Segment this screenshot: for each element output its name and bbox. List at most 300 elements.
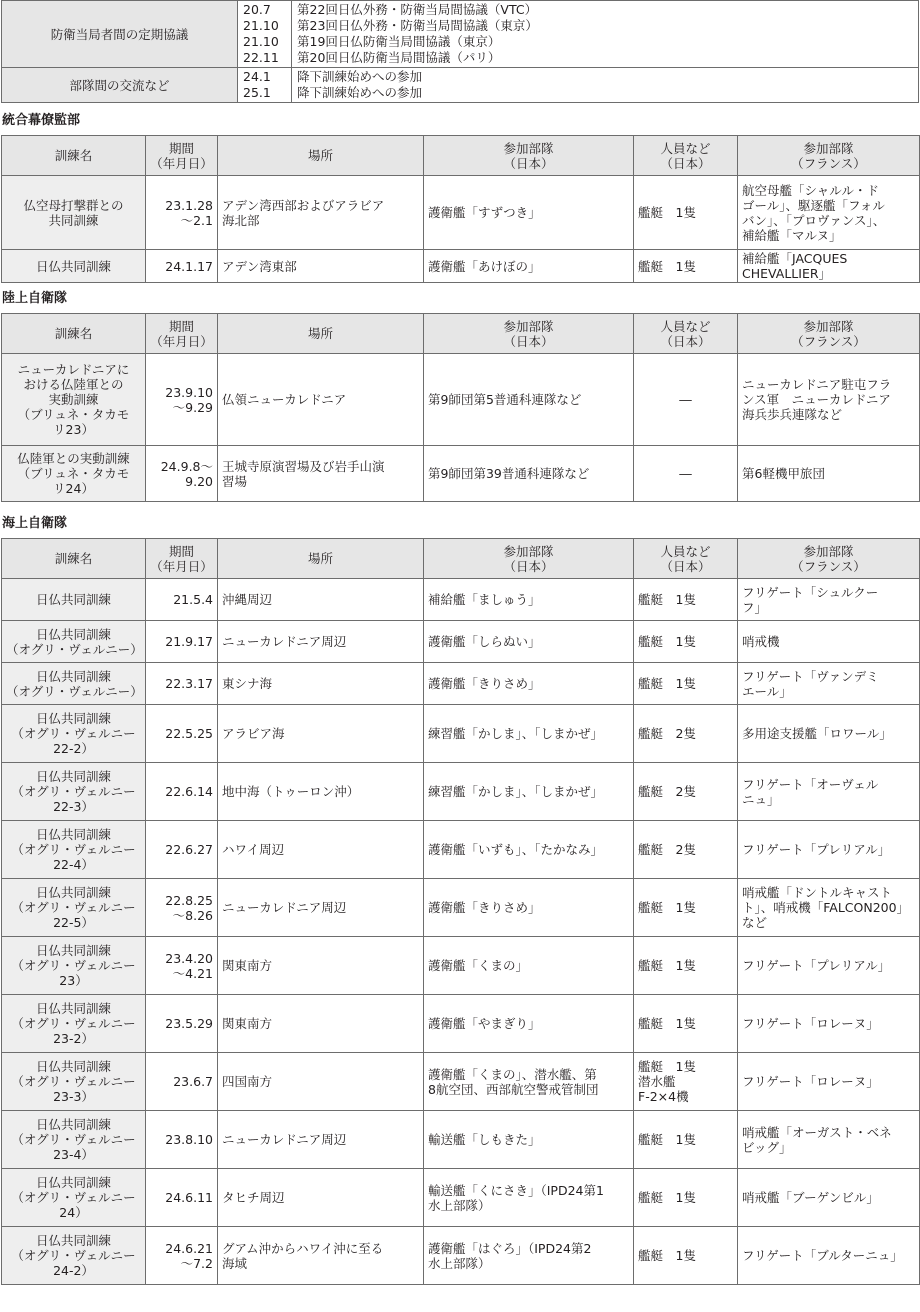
text-line: ～2.1 (180, 212, 213, 228)
text-line: （日本） (503, 558, 554, 574)
cell-place (218, 879, 424, 937)
text-line: 21.10 (243, 18, 279, 33)
section-title: 海上自衛隊 (2, 516, 68, 531)
text-line: ハワイ周辺 (222, 842, 285, 857)
cell-unit_jp (424, 621, 634, 663)
text-line: 第9師団第39普通科連隊など (428, 466, 590, 481)
text-line: フリゲート「シュルクー (742, 584, 879, 600)
column-header-personnel (634, 539, 738, 579)
cell-place (218, 1111, 424, 1169)
text-line: 関東南方 (222, 958, 273, 973)
text-line: 哨戒艦「ドントルキャスト (742, 885, 893, 900)
text-line: 第6軽機甲旅団 (742, 466, 825, 481)
text-line: 護衛艦「きりさめ」 (428, 900, 541, 915)
text-line: フリゲート「オーヴェル (742, 776, 879, 792)
column-header-personnel (634, 314, 738, 354)
cell-period (146, 176, 218, 250)
text-line: （フランス） (791, 155, 866, 171)
text-line: 艦艇 2隻 (638, 726, 696, 741)
cell-unit_fr (738, 250, 920, 283)
text-line: 潜水艦 (638, 1074, 676, 1089)
cell-personnel (634, 763, 738, 821)
cell-personnel (634, 446, 738, 502)
cell-name (2, 1053, 146, 1111)
cell-place (218, 763, 424, 821)
cell-name (2, 446, 146, 502)
text-line: （ブリュネ・タカモ (17, 466, 130, 481)
cell-personnel (634, 705, 738, 763)
section-title: 統合幕僚監部 (2, 113, 81, 128)
column-header-name: 訓練名 (2, 539, 146, 579)
text-line: ニューカレドニア周辺 (222, 900, 347, 915)
text-line: F-2×4機 (638, 1089, 689, 1104)
text-line: 哨戒艦「オーガスト・ベネ (742, 1124, 892, 1140)
text-line: アデン湾東部 (222, 258, 297, 274)
cell-place (218, 1169, 424, 1227)
cell-unit_jp (424, 937, 634, 995)
text-line: リ23） (53, 422, 94, 437)
cell-unit_fr (738, 176, 920, 250)
cell-place (218, 176, 424, 250)
text-line: 参加部隊 (803, 318, 854, 334)
text-line: 22.3.17 (165, 676, 213, 691)
text-line: 護衛艦「しらぬい」 (428, 634, 541, 649)
text-line: 第22回日仏外務・防衛当局間協議（VTC） (297, 2, 538, 17)
cell-name (2, 354, 146, 446)
table-row (2, 1227, 920, 1285)
text-line: 日仏共同訓練 (35, 943, 111, 958)
text-line: 8航空団、西部航空警戒管制団 (428, 1081, 599, 1097)
category-label: 部隊間の交流など (2, 68, 238, 103)
text-line: 参加部隊 (503, 318, 554, 334)
text-line: 共同訓練 (48, 212, 99, 228)
cell-period (146, 446, 218, 502)
text-line: 四国南方 (222, 1074, 273, 1089)
cell-period (146, 821, 218, 879)
text-line: 参加部隊 (803, 543, 854, 559)
text-line: 哨戒艦「ブーゲンビル」 (742, 1190, 879, 1205)
text-line: 日仏共同訓練 (35, 1175, 111, 1190)
text-line: フリゲート「ロレーヌ」 (742, 1016, 879, 1031)
cell-unit_jp (424, 821, 634, 879)
text-line: （オグリ・ヴェルニー (11, 900, 136, 915)
text-line: 24.1.17 (165, 258, 213, 274)
table-row (2, 937, 920, 995)
text-line: 海北部 (222, 212, 260, 228)
text-line: 練習艦「かしま」、「しまかぜ」 (428, 784, 604, 799)
cell-period (146, 663, 218, 705)
text-line: 25.1 (243, 85, 271, 100)
cell-place (218, 663, 424, 705)
text-line: （ブリュネ・タカモ (17, 407, 130, 422)
text-line: など (742, 915, 768, 930)
cell-place (218, 579, 424, 621)
text-line: 期間 (168, 543, 194, 559)
training-table (1, 135, 920, 283)
text-line: 東シナ海 (222, 676, 273, 691)
cell-name (2, 821, 146, 879)
text-line: 24-2） (53, 1263, 94, 1278)
text-line: （オグリ・ヴェルニー） (6, 641, 143, 657)
cell-unit_jp (424, 1227, 634, 1285)
text-line: 艦艇 1隻 (638, 1059, 696, 1074)
table-row (2, 821, 920, 879)
text-line: 地中海（トゥーロン沖） (222, 784, 360, 799)
text-line: 22.5.25 (165, 726, 213, 741)
cell-personnel (634, 995, 738, 1053)
text-line: 21.5.4 (173, 592, 213, 607)
cell-period (146, 1169, 218, 1227)
cell-personnel (634, 1111, 738, 1169)
cell-place (218, 821, 424, 879)
text-line: 21.10 (243, 34, 279, 49)
text-line: フ」 (742, 599, 768, 615)
text-line: 期間 (168, 140, 194, 156)
cell-unit_fr (738, 354, 920, 446)
text-line: 24.6.11 (165, 1190, 213, 1205)
column-header-place: 場所 (218, 136, 424, 176)
cell-period (146, 579, 218, 621)
text-line: （日本） (503, 155, 554, 171)
cell-period (146, 1111, 218, 1169)
text-line: 艦艇 2隻 (638, 784, 696, 799)
table-row (2, 176, 920, 250)
text-line: 人員など (660, 543, 711, 559)
text-line: 仏陸軍との実動訓練 (17, 451, 130, 466)
text-line: （フランス） (791, 333, 866, 349)
text-line: （日本） (660, 558, 711, 574)
text-line: 日仏共同訓練 (35, 827, 111, 842)
top-table-row (2, 1, 919, 68)
text-line: 日仏共同訓練 (35, 711, 111, 726)
text-line: 日仏共同訓練 (35, 626, 111, 642)
header-row (2, 314, 920, 354)
text-line: 航空母艦「シャルル・ド (742, 182, 879, 198)
cell-unit_jp (424, 1111, 634, 1169)
text-line: 23.5.29 (165, 1016, 213, 1031)
text-line: ンス軍 ニューカレドニア (742, 392, 891, 407)
cell-name (2, 879, 146, 937)
text-line: 23-2） (53, 1031, 94, 1046)
cell-place (218, 995, 424, 1053)
text-line: （オグリ・ヴェルニー (11, 1074, 136, 1089)
cell-unit_fr (738, 705, 920, 763)
text-line: 補給艦「JACQUES CHEVALLIER」 (742, 251, 848, 281)
text-line: 24） (59, 1205, 88, 1220)
text-line: ニューカレドニア周辺 (222, 1132, 347, 1147)
column-header-unit_fr (738, 314, 920, 354)
sections-container (1, 113, 919, 1285)
text-line: ～9.29 (172, 399, 213, 415)
top-table-row (2, 68, 919, 103)
text-line: 22-2） (53, 741, 94, 756)
text-line: 参加部隊 (803, 140, 854, 156)
text-line: 補給艦「ましゅう」 (428, 592, 541, 607)
table-row (2, 579, 920, 621)
text-line: 23-3） (53, 1089, 94, 1104)
text-line: 沖縄周辺 (222, 592, 273, 607)
cell-unit_jp (424, 176, 634, 250)
text-line: （日本） (660, 333, 711, 349)
cell-unit_jp (424, 995, 634, 1053)
text-line: 艦艇 1隻 (638, 900, 696, 915)
cell-unit_fr (738, 663, 920, 705)
table-row (2, 1111, 920, 1169)
cell-period (146, 354, 218, 446)
text-line: 23-4） (53, 1147, 94, 1162)
text-line: フリゲート「ヴァンデミ (742, 668, 879, 684)
text-line: 日仏共同訓練 (35, 1001, 111, 1016)
text-line: 艦艇 1隻 (638, 205, 696, 220)
text-line: フリゲート「プレリアル」 (742, 958, 891, 973)
text-line: 護衛艦「やまぎり」 (428, 1016, 541, 1031)
text-line: 23.9.10 (165, 384, 213, 400)
text-line: （年月日） (150, 155, 213, 171)
cell-unit_fr (738, 1053, 920, 1111)
cell-unit_jp (424, 879, 634, 937)
text-line: グアム沖からハワイ沖に至る (222, 1240, 384, 1256)
cell-unit_fr (738, 1111, 920, 1169)
text-line: アラビア海 (222, 726, 285, 741)
cell-period (146, 995, 218, 1053)
cell-name (2, 176, 146, 250)
text-line: 第9師団第5普通科連隊など (428, 392, 582, 407)
cell-unit_jp (424, 663, 634, 705)
cell-period (146, 250, 218, 283)
text-line: アデン湾西部およびアラビア (222, 197, 385, 213)
text-line: （日本） (503, 333, 554, 349)
column-header-name: 訓練名 (2, 314, 146, 354)
text-line: 人員など (660, 140, 711, 156)
text-line: 艦艇 1隻 (638, 1016, 696, 1031)
cell-period (146, 1227, 218, 1285)
cell-unit_jp (424, 763, 634, 821)
text-line: エール」 (742, 683, 792, 699)
cell-unit_jp (424, 354, 634, 446)
text-line: 24.1 (243, 69, 271, 84)
text-line: 22.6.27 (165, 842, 213, 857)
cell-place (218, 354, 424, 446)
text-line: 護衛艦「いずも」、「たかなみ」 (428, 842, 604, 857)
table-row (2, 705, 920, 763)
text-line: 水上部隊） (428, 1255, 491, 1271)
text-line: 補給艦「マルヌ」 (742, 227, 842, 243)
cell-unit_fr (738, 995, 920, 1053)
cell-personnel (634, 176, 738, 250)
cell-name (2, 579, 146, 621)
column-header-place: 場所 (218, 314, 424, 354)
category-label: 防衛当局者間の定期協議 (2, 1, 238, 68)
text-line: 仏領ニューカレドニア (222, 392, 347, 407)
cell-name (2, 250, 146, 283)
text-line: ニューカレドニア周辺 (222, 634, 347, 649)
text-line: 降下訓練始めへの参加 (297, 85, 423, 100)
text-line: 艦艇 1隻 (638, 258, 696, 274)
text-line: 護衛艦「はぐろ」（IPD24第2 (428, 1240, 592, 1256)
text-line: 20.7 (243, 2, 271, 17)
text-line: 日仏共同訓練 (35, 1233, 111, 1248)
cell-unit_fr (738, 1227, 920, 1285)
text-line: 護衛艦「くまの」、潜水艦、第 (428, 1066, 597, 1082)
cell-unit_jp (424, 579, 634, 621)
cell-name (2, 663, 146, 705)
cell-unit_jp (424, 446, 634, 502)
cell-name (2, 621, 146, 663)
text-line: 日仏共同訓練 (35, 592, 111, 607)
cell-unit_jp (424, 250, 634, 283)
text-line: 多用途支援艦「ロワール」 (742, 726, 892, 741)
text-line: 哨戒機 (742, 634, 780, 649)
text-line: 日仏共同訓練 (35, 885, 111, 900)
table-row (2, 663, 920, 705)
text-line: 23） (59, 973, 88, 988)
text-line: バン」、「プロヴァンス」、 (742, 212, 886, 228)
cell-period (146, 1053, 218, 1111)
text-line: 第19回日仏防衛当局間協議（東京） (297, 34, 501, 49)
cell-name (2, 763, 146, 821)
text-line: 22.8.25 (165, 892, 213, 908)
text-line: フリゲート「プレリアル」 (742, 842, 891, 857)
text-line: 習場 (222, 473, 248, 489)
table-row (2, 1169, 920, 1227)
cell-period (146, 937, 218, 995)
text-line: 24.9.8～ (160, 458, 213, 474)
text-line: 9.20 (185, 473, 213, 489)
text-line: 日仏共同訓練 (35, 258, 111, 274)
text-line: リ24） (53, 481, 94, 496)
cell-period (146, 763, 218, 821)
text-line: フリゲート「ブルターニュ」 (742, 1248, 903, 1263)
table-row (2, 446, 920, 502)
text-line: ゴール」、駆逐艦「フォル (742, 197, 885, 213)
text-line: 日仏共同訓練 (35, 668, 111, 684)
cell-place (218, 446, 424, 502)
column-header-name: 訓練名 (2, 136, 146, 176)
column-header-unit_jp (424, 539, 634, 579)
event-cell (292, 68, 919, 103)
text-line: ニュ」 (742, 791, 780, 807)
cell-unit_jp (424, 1169, 634, 1227)
text-line: （オグリ・ヴェルニー (11, 1132, 136, 1147)
document-page (1, 0, 919, 1285)
text-line: 海兵歩兵連隊など (742, 407, 843, 422)
text-line: ビッグ」 (742, 1139, 792, 1155)
text-line: 23.4.20 (165, 950, 213, 966)
text-line: 艦艇 2隻 (638, 842, 696, 857)
text-line: （フランス） (791, 558, 866, 574)
cell-place (218, 937, 424, 995)
text-line: （オグリ・ヴェルニー (11, 726, 136, 741)
text-line: 護衛艦「すずつき」 (428, 205, 541, 220)
cell-unit_fr (738, 937, 920, 995)
text-line: 降下訓練始めへの参加 (297, 69, 423, 84)
text-line: ～7.2 (180, 1255, 213, 1271)
text-line: 21.9.17 (165, 634, 213, 649)
text-line: 艦艇 1隻 (638, 958, 696, 973)
text-line: 艦艇 1隻 (638, 1190, 696, 1205)
text-line: 22-3） (53, 799, 94, 814)
cell-period (146, 705, 218, 763)
table-row (2, 1053, 920, 1111)
text-line: 期間 (168, 318, 194, 334)
cell-unit_jp (424, 705, 634, 763)
text-line: ～8.26 (172, 907, 213, 923)
section-title: 陸上自衛隊 (2, 291, 68, 306)
text-line: 輸送艦「くにさき」（IPD24第1 (428, 1182, 604, 1198)
text-line: （オグリ・ヴェルニー (11, 1190, 136, 1205)
cell-period (146, 621, 218, 663)
cell-personnel (634, 621, 738, 663)
header-row (2, 136, 920, 176)
text-line: 23.6.7 (173, 1074, 213, 1089)
text-line: 水上部隊） (428, 1197, 491, 1213)
column-header-period (146, 539, 218, 579)
text-line: 参加部隊 (503, 140, 554, 156)
column-header-period (146, 136, 218, 176)
cell-personnel (634, 250, 738, 283)
cell-name (2, 1227, 146, 1285)
cell-place (218, 705, 424, 763)
cell-personnel (634, 1227, 738, 1285)
cell-personnel (634, 663, 738, 705)
text-line: タヒチ周辺 (222, 1190, 285, 1205)
cell-period (146, 879, 218, 937)
text-line: ～4.21 (172, 965, 213, 981)
cell-unit_fr (738, 446, 920, 502)
table-row (2, 354, 920, 446)
cell-unit_fr (738, 879, 920, 937)
table-row (2, 879, 920, 937)
text-line: 護衛艦「あけぼの」 (428, 258, 541, 274)
text-line: 王城寺原演習場及び岩手山演 (222, 458, 385, 474)
text-line: 日仏共同訓練 (35, 1059, 111, 1074)
text-line: 23.1.28 (165, 197, 213, 213)
table-row (2, 763, 920, 821)
cell-personnel (634, 1053, 738, 1111)
text-line: 艦艇 1隻 (638, 1248, 696, 1263)
text-line: 人員など (660, 318, 711, 334)
text-line: ― (679, 392, 692, 407)
text-line: 22.6.14 (165, 784, 213, 799)
text-line: ト」、哨戒機「FALCON200」 (742, 900, 910, 915)
text-line: 艦艇 1隻 (638, 634, 696, 649)
text-line: 第20回日仏防衛当局間協議（パリ） (297, 50, 501, 65)
text-line: （オグリ・ヴェルニー） (6, 683, 143, 699)
cell-personnel (634, 879, 738, 937)
cell-personnel (634, 937, 738, 995)
text-line: 艦艇 1隻 (638, 676, 696, 691)
table-row (2, 250, 920, 283)
event-cell (292, 1, 919, 68)
text-line: 23.8.10 (165, 1132, 213, 1147)
cell-unit_fr (738, 821, 920, 879)
text-line: 海域 (222, 1255, 248, 1271)
cell-unit_jp (424, 1053, 634, 1111)
column-header-place: 場所 (218, 539, 424, 579)
text-line: 22.11 (243, 50, 279, 65)
text-line: ニューカレドニアに (17, 362, 130, 377)
cell-unit_fr (738, 1169, 920, 1227)
text-line: 24.6.21 (165, 1240, 213, 1256)
text-line: 輸送艦「しもきた」 (428, 1132, 541, 1147)
text-line: （年月日） (150, 333, 213, 349)
cell-place (218, 1053, 424, 1111)
cell-place (218, 250, 424, 283)
training-table (1, 313, 920, 502)
table-row (2, 621, 920, 663)
text-line: 護衛艦「くまの」 (428, 958, 529, 973)
text-line: ― (679, 466, 692, 481)
